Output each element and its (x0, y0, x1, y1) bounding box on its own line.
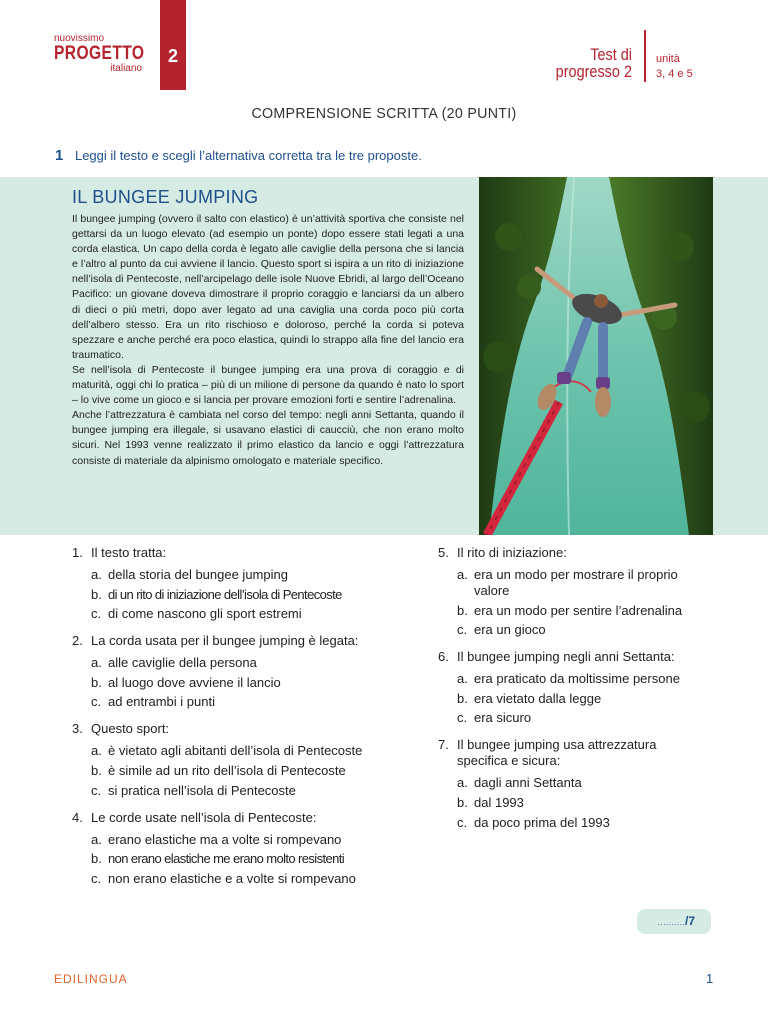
option-letter: a. (457, 567, 468, 582)
answer-option[interactable] (91, 832, 402, 848)
option-text: non erano elastiche me erano molto resistenti (108, 851, 345, 867)
volume-tab: 2 (160, 0, 186, 90)
option-letter: b. (91, 586, 102, 602)
questions-left-column (72, 545, 402, 898)
answer-option[interactable] (457, 603, 708, 619)
page-number: 1 (706, 971, 714, 986)
option-text: era sicuro (474, 710, 532, 726)
exercise-number: 1 (55, 147, 64, 164)
score-blank: .......... (657, 918, 685, 927)
option-text: era un gioco (474, 622, 546, 638)
answer-option[interactable] (457, 775, 708, 791)
question-2 (72, 633, 402, 710)
answer-option[interactable] (457, 671, 708, 687)
option-letter: c. (457, 710, 468, 726)
logo-bottom-text: italiano (110, 63, 142, 74)
option-letter: b. (457, 690, 468, 706)
question-number: 6. (438, 649, 449, 665)
logo-top-text: nuovissimo (54, 33, 105, 44)
option-text: da poco prima del 1993 (474, 814, 610, 830)
option-letter: a. (91, 567, 102, 582)
question-text: Le corde usate nell’isola di Pentecoste: (91, 809, 317, 825)
question-6 (438, 649, 708, 726)
question-4 (72, 810, 402, 887)
option-letter: b. (91, 851, 102, 867)
option-letter: c. (91, 694, 102, 710)
option-letter: a. (91, 655, 102, 671)
question-number: 3. (72, 721, 83, 737)
article-body (72, 212, 464, 469)
answer-option[interactable] (91, 587, 402, 603)
option-text: non erano elastiche e a volte si rompevano (108, 870, 356, 886)
option-letter: c. (457, 814, 468, 830)
question-text: Il bungee jumping negli anni Settanta: (457, 649, 675, 665)
option-text: di un rito di iniziazione dell’isola di Pentecoste (108, 586, 342, 602)
option-letter: a. (91, 831, 102, 847)
option-text: era un modo per mostrare il proprio valore (474, 567, 678, 598)
option-letter: c. (91, 870, 102, 886)
option-text: si pratica nell’isola di Pentecoste (108, 782, 296, 798)
option-text: era praticato da moltissime persone (474, 671, 680, 687)
test-title-line2: progresso 2 (555, 62, 632, 81)
article-paragraph: Il bungee jumping (ovvero il salto con elastico) è un’attività sportiva che consiste nel gettarsi da un luogo elevato (ad esempio un ponte) dopo essere stati legati a una corda elastica. Un capo della corda è legato alle caviglie della persona che si lancia e l’altro al punto da cui avviene il lancio. Questo sport si ispira a un rito di iniziazione nell’isola di Pentecoste, nell’arcipelago delle isole Nuove Ebridi, al largo dell’Oceano Pacifico: un giovane doveva dimostrare il proprio coraggio e lanciarsi da un albero di dieci o più metri, dopo aver legato ad una caviglia una corda poco più corta dell’albero stesso. Era un rito rischioso e doloroso, perché la corda si poteva spezzare e anche perché era poco elastica, quindi lo strappo alla fine del lancio era traumatico. (72, 213, 464, 361)
section-title: COMPRENSIONE SCRITTA (20 PUNTI) (251, 105, 517, 122)
question-number: 2. (72, 633, 83, 649)
question-text: Il testo tratta: (91, 545, 167, 560)
header-divider (644, 30, 646, 82)
option-letter: b. (457, 794, 468, 810)
answer-option[interactable] (91, 763, 402, 779)
question-number: 7. (438, 737, 449, 753)
option-text: dal 1993 (474, 794, 524, 810)
option-text: ad entrambi i punti (108, 694, 215, 710)
option-text: erano elastiche ma a volte si rompevano (108, 831, 342, 847)
option-text: era un modo per sentire l’adrenalina (474, 602, 683, 618)
answer-option[interactable] (91, 567, 402, 583)
answer-option[interactable] (91, 606, 402, 622)
option-letter: c. (91, 782, 102, 798)
option-text: è simile ad un rito dell’isola di Pentecoste (108, 762, 346, 778)
question-number: 4. (72, 809, 83, 825)
question-text: La corda usata per il bungee jumping è legata: (91, 633, 359, 649)
option-text: alle caviglie della persona (108, 655, 257, 671)
unit-label: unità (656, 53, 680, 65)
article-paragraph: Se nell’isola di Pentecoste il bungee jumping era una prova di coraggio e di maturità, oggi chi lo pratica – più di un milione di persone da quando è nato lo sport – lo vive come un gioco e si lancia per provare emozioni forti e sentire l’adrenalina. (72, 363, 464, 407)
question-text: Il bungee jumping usa attrezzatura specifica e sicura: (457, 737, 657, 769)
score-total: /7 (684, 914, 695, 928)
answer-option[interactable] (91, 783, 402, 799)
logo-main-text: PROGETTO (54, 43, 145, 64)
answer-option[interactable] (91, 743, 402, 759)
option-letter: a. (457, 775, 468, 791)
question-3 (72, 721, 402, 798)
answer-option[interactable] (91, 675, 402, 691)
answer-option[interactable] (457, 567, 708, 599)
questions-right-column (438, 545, 708, 842)
series-logo (54, 33, 145, 74)
option-text: di come nascono gli sport estremi (108, 606, 302, 622)
question-number: 1. (72, 545, 83, 560)
option-letter: c. (457, 622, 468, 638)
option-text: della storia del bungee jumping (108, 567, 288, 582)
answer-option[interactable] (457, 815, 708, 831)
option-letter: b. (91, 674, 102, 690)
bungee-jumper-photo (479, 177, 713, 535)
answer-option[interactable] (457, 691, 708, 707)
answer-option[interactable] (457, 622, 708, 638)
test-title-line1: Test di (590, 45, 632, 64)
option-text: al luogo dove avviene il lancio (108, 674, 281, 690)
answer-option[interactable] (91, 871, 402, 887)
question-5 (438, 545, 708, 638)
article-title: IL BUNGEE JUMPING (72, 187, 259, 207)
question-text: Questo sport: (91, 721, 170, 737)
option-letter: a. (91, 743, 102, 759)
publisher-logo: EDILINGUA (54, 972, 128, 986)
answer-option[interactable] (91, 655, 402, 671)
answer-option[interactable] (91, 851, 402, 867)
question-number: 5. (438, 545, 449, 560)
option-text: dagli anni Settanta (474, 775, 582, 791)
unit-values: 3, 4 e 5 (656, 68, 693, 80)
option-letter: b. (91, 762, 102, 778)
answer-option[interactable] (457, 710, 708, 726)
article-paragraph: Anche l’attrezzatura è cambiata nel corso del tempo: negli anni Settanta, quando il bungee jumping era illegale, si usavano elastici di caucciù, che non erano molto sicuri. Nel 1993 venne realizzato il primo elastico da lancio e oggi l’attrezzatura consiste di materiale da alpinismo omologato e materiale specifico. (72, 409, 464, 467)
option-letter: b. (457, 602, 468, 618)
test-title (554, 46, 632, 80)
exercise-text: Leggi il testo e scegli l’alternativa corretta tra le tre proposte. (74, 148, 422, 163)
answer-option[interactable] (457, 795, 708, 811)
unit-info (656, 52, 693, 82)
exercise-instruction (55, 147, 422, 164)
question-1 (72, 545, 402, 622)
option-text: è vietato agli abitanti dell’isola di Pentecoste (108, 743, 363, 759)
answer-option[interactable] (91, 694, 402, 710)
score-box[interactable] (637, 909, 711, 934)
option-letter: a. (457, 671, 468, 687)
option-text: era vietato dalla legge (474, 690, 602, 706)
option-letter: c. (91, 606, 102, 622)
question-7 (438, 737, 708, 830)
question-text: Il rito di iniziazione: (457, 545, 567, 560)
